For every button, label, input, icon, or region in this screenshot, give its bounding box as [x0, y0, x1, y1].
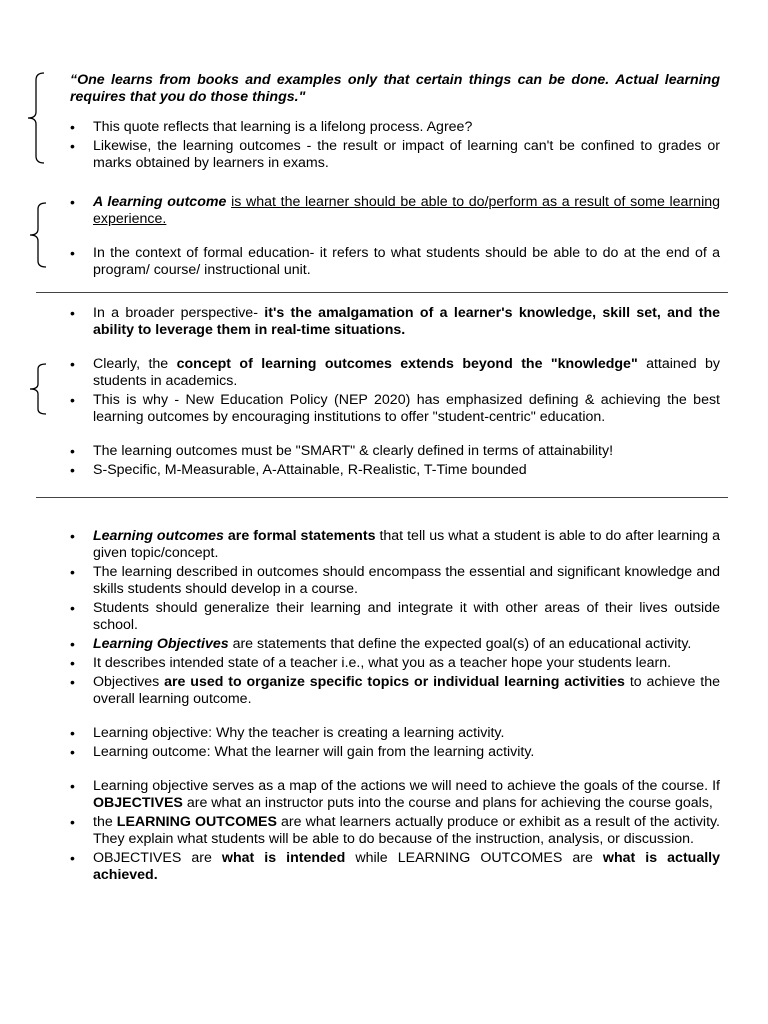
list-item: • In the context of formal education- it refers to what students should be able to do at the end of a program/ course/ instructional unit.	[70, 245, 720, 279]
list-item: • Students should generalize their learning and integrate it with other areas of their lives outside school.	[70, 600, 720, 634]
list-item: • Learning Objectives are statements that define the expected goal(s) of an educational activity.	[70, 636, 720, 653]
brace-2-icon	[24, 202, 50, 268]
list-item: • A learning outcome is what the learner should be able to do/perform as a result of some learning experience.	[70, 194, 720, 228]
list-item: • Learning objective serves as a map of the actions we will need to achieve the goals of the course. If OBJECTIVES are what an instructor puts into the course and plans for achieving the course goals,	[70, 778, 720, 812]
divider-1	[36, 292, 728, 293]
list-item: • Learning outcomes are formal statements that tell us what a student is able to do after learning a given topic/concept.	[70, 528, 720, 562]
list-item: • The learning outcomes must be "SMART" & clearly defined in terms of attainability!	[70, 443, 720, 460]
list-item: • This is why - New Education Policy (NEP 2020) has emphasized defining & achieving the best learning outcomes by encouraging institutions to offer "student-centric" education.	[70, 392, 720, 426]
quote-text: “One learns from books and examples only that certain things can be done. Actual learning requires that you do those things."	[70, 72, 720, 105]
section-1	[70, 119, 720, 174]
list-item: • Learning objective: Why the teacher is creating a learning activity.	[70, 725, 720, 742]
list-item: • It describes intended state of a teacher i.e., what you as a teacher hope your students learn.	[70, 655, 720, 672]
list-item: • OBJECTIVES are what is intended while LEARNING OUTCOMES are what is actually achieved.	[70, 850, 720, 884]
list-item: • In a broader perspective- it's the amalgamation of a learner's knowledge, skill set, and the ability to leverage them in real-time situations.	[70, 305, 720, 339]
brace-3-icon	[24, 363, 50, 415]
divider-2	[36, 497, 728, 498]
list-item: • The learning described in outcomes should encompass the essential and significant knowledge and skills students should develop in a course.	[70, 564, 720, 598]
list-item: • Objectives are used to organize specific topics or individual learning activities to achieve the overall learning outcome.	[70, 674, 720, 708]
list-item: • Clearly, the concept of learning outcomes extends beyond the "knowledge" attained by students in academics.	[70, 356, 720, 390]
list-item: • Likewise, the learning outcomes - the result or impact of learning can't be confined to grades or marks obtained by learners in exams.	[70, 138, 720, 172]
section-2	[70, 194, 720, 281]
list-item: • the LEARNING OUTCOMES are what learners actually produce or exhibit as a result of the activity. They explain what students will be able to do because of the instruction, analysis, or discussion.	[70, 814, 720, 848]
section-3	[70, 305, 720, 481]
list-item: • Learning outcome: What the learner will gain from the learning activity.	[70, 744, 720, 761]
list-item: • S-Specific, M-Measurable, A-Attainable, R-Realistic, T-Time bounded	[70, 462, 720, 479]
brace-1-icon	[22, 72, 48, 164]
section-4	[70, 528, 720, 886]
list-item: • This quote reflects that learning is a lifelong process. Agree?	[70, 119, 720, 136]
quote-block	[70, 72, 720, 106]
